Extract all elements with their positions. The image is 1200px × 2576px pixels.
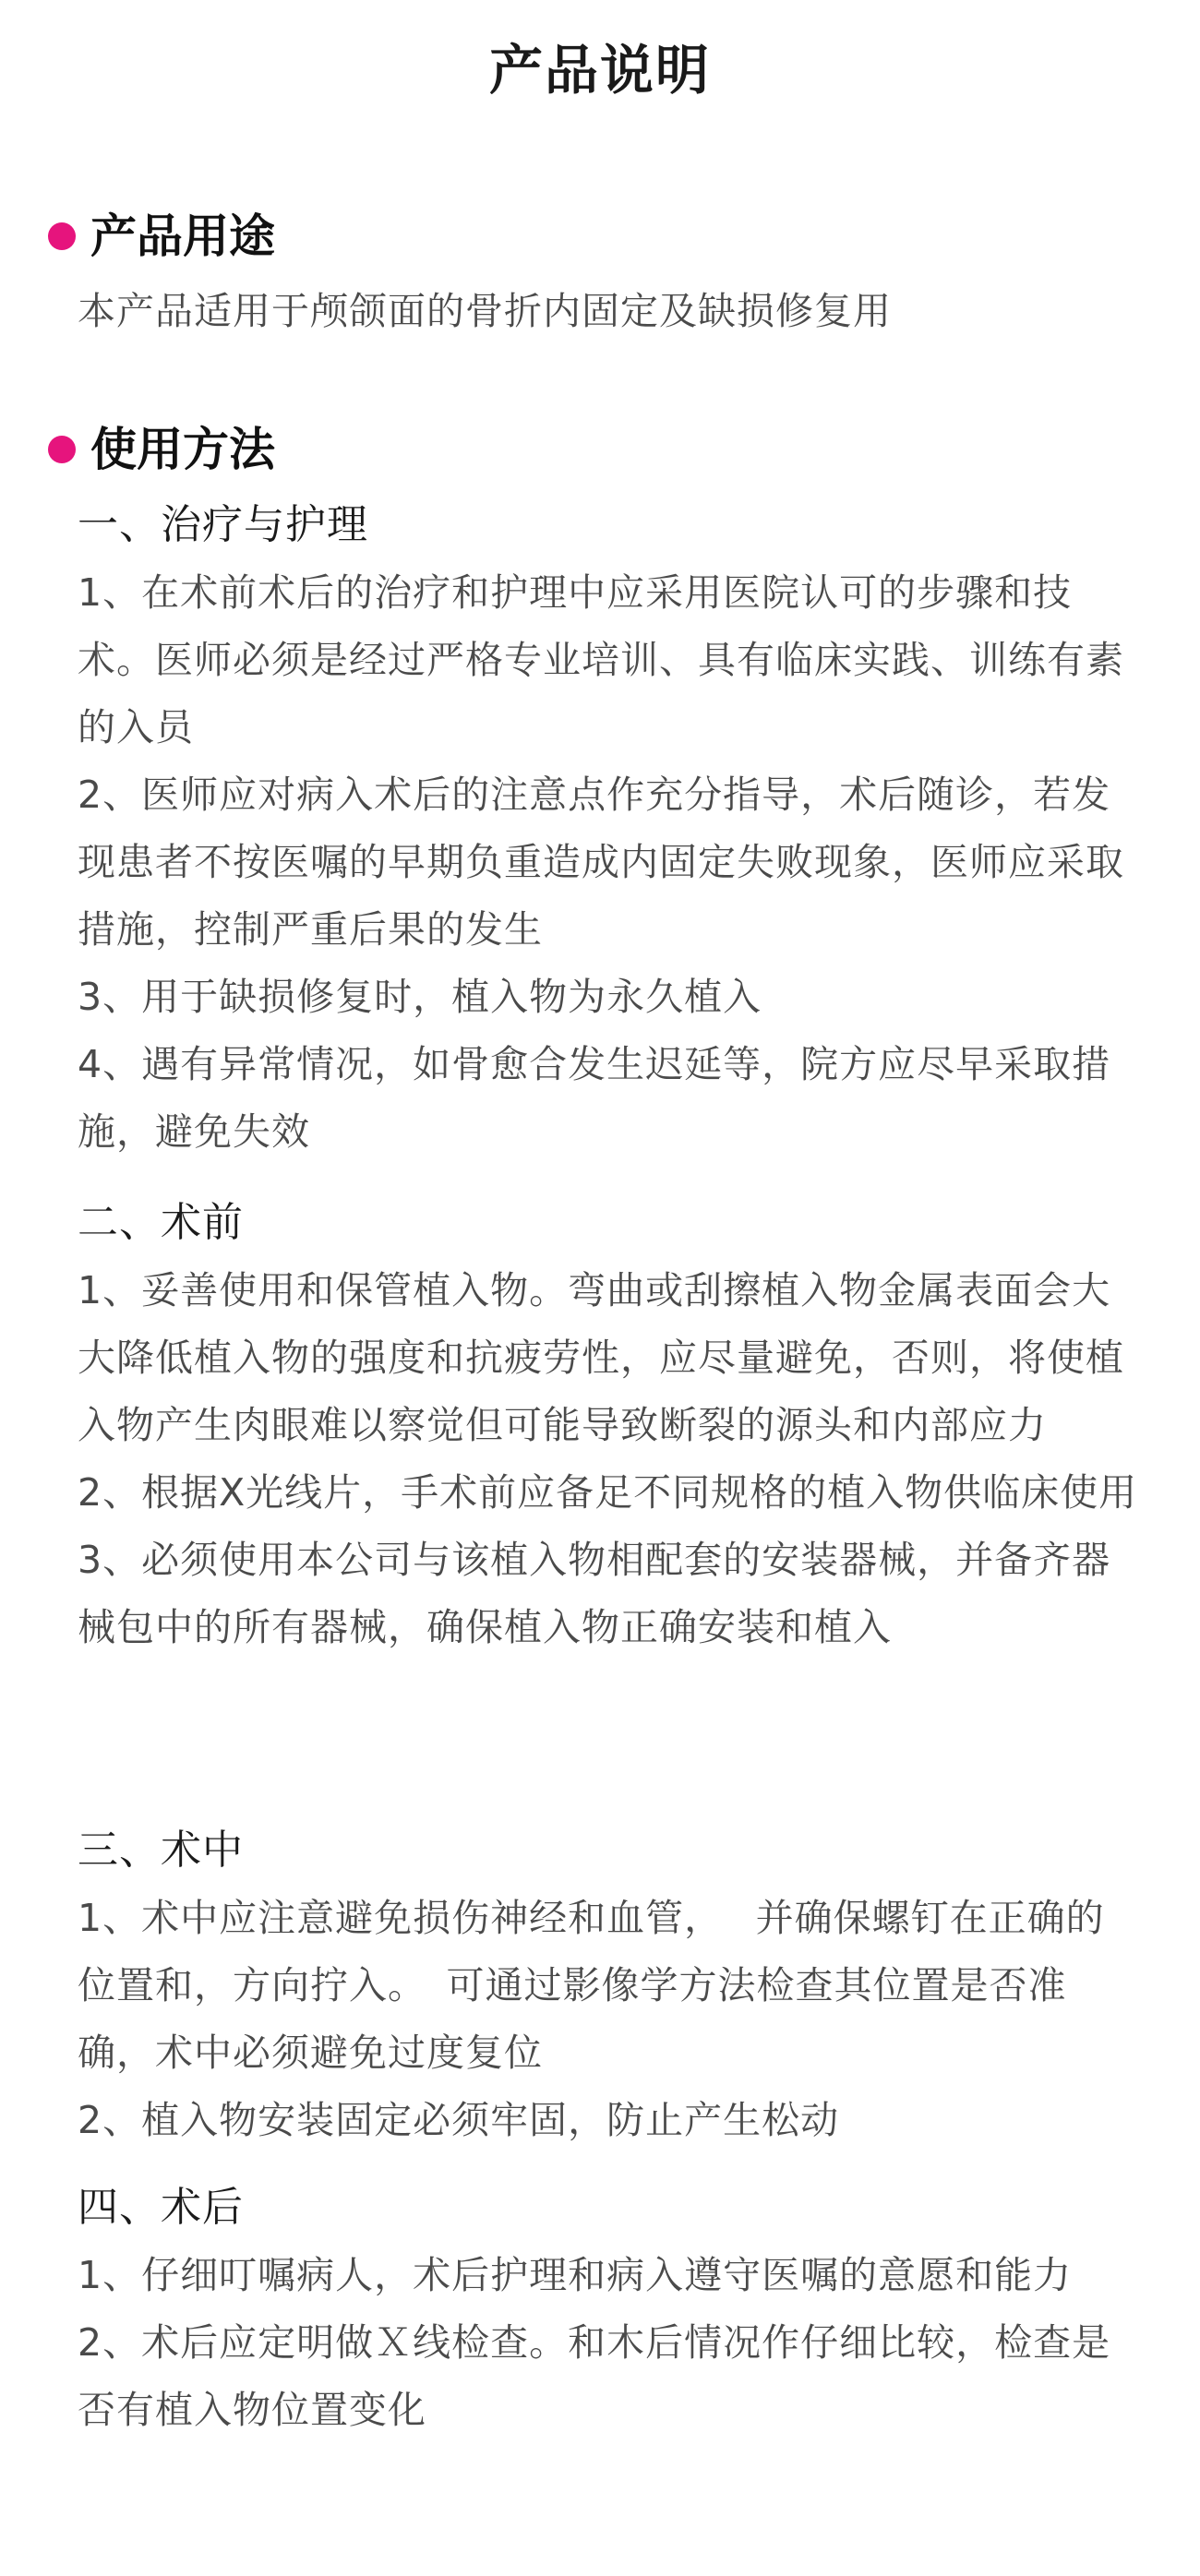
list-item: 4、遇有异常情况，如骨愈合发生迟延等，院方应尽早采取措施，避免失效 [78, 1042, 1111, 1154]
subsection-heading-treatment: 一、治疗与护理 [78, 501, 368, 548]
list-item: 2、植入物安装固定必须牢固，防止产生松动 [78, 2098, 840, 2142]
list-item: 1、妥善使用和保管植入物。弯曲或刮擦植入物金属表面会大大降低植入物的强度和抗疲劳性，应尽量避免，否则，将使植入物产生肉眼难以察觉但可能导致断裂的源头和内部应力 [78, 1268, 1124, 1447]
subsection-heading-preoperative: 二、术前 [78, 1199, 244, 1246]
list-item: 3、必须使用本公司与该植入物相配套的安装器械，并备齐器械包中的所有器械，确保植入物正确安装和植入 [78, 1538, 1111, 1649]
subsection-body-treatment [78, 559, 1139, 1166]
section-heading-label: 使用方法 [90, 423, 275, 476]
section-heading-usage [48, 417, 275, 482]
subsection-body-postoperative [78, 2242, 1139, 2444]
subsection-body-preoperative [78, 1257, 1139, 1661]
subsection-heading-intraoperative: 三、术中 [78, 1827, 244, 1874]
bullet-dot-icon [48, 436, 76, 463]
list-item: 2、医师应对病入术后的注意点作充分指导，术后随诊，若发现患者不按医嘱的早期负重造成内固定失败现象，医师应采取措施，控制严重后果的发生 [78, 773, 1124, 952]
purpose-text [78, 278, 1139, 345]
section-heading-purpose [48, 204, 275, 269]
bullet-dot-icon [48, 222, 76, 250]
page-title: 产品说明 [488, 39, 711, 102]
subsection-heading-postoperative: 四、术后 [78, 2184, 244, 2231]
section-heading-label: 产品用途 [90, 210, 275, 263]
subsection-body-intraoperative [78, 1885, 1139, 2154]
list-item: 1、仔细叮嘱病人，术后护理和病入遵守医嘱的意愿和能力 [78, 2253, 1073, 2297]
list-item: 2、根据X光线片，手术前应备足不同规格的植入物供临床使用 [78, 1470, 1138, 1515]
list-item: 1、术中应注意避免损伤神经和血管， 并确保螺钉在正确的位置和，方向拧入。 可通过影像学方法检查其位置是否准确，术中必须避免过度复位 [78, 1896, 1105, 2075]
paragraph: 本产品适用于颅颌面的骨折内固定及缺损修复用 [78, 289, 892, 333]
list-item: 3、用于缺损修复时，植入物为永久植入 [78, 975, 762, 1019]
list-item: 2、术后应定明做Ｘ线检查。和木后情况作仔细比较，检查是否有植入物位置变化 [78, 2320, 1111, 2432]
list-item: 1、在术前术后的治疗和护理中应采用医院认可的步骤和技术。医师必须是经过严格专业培训、具有临床实践、训练有素的入员 [78, 570, 1124, 749]
